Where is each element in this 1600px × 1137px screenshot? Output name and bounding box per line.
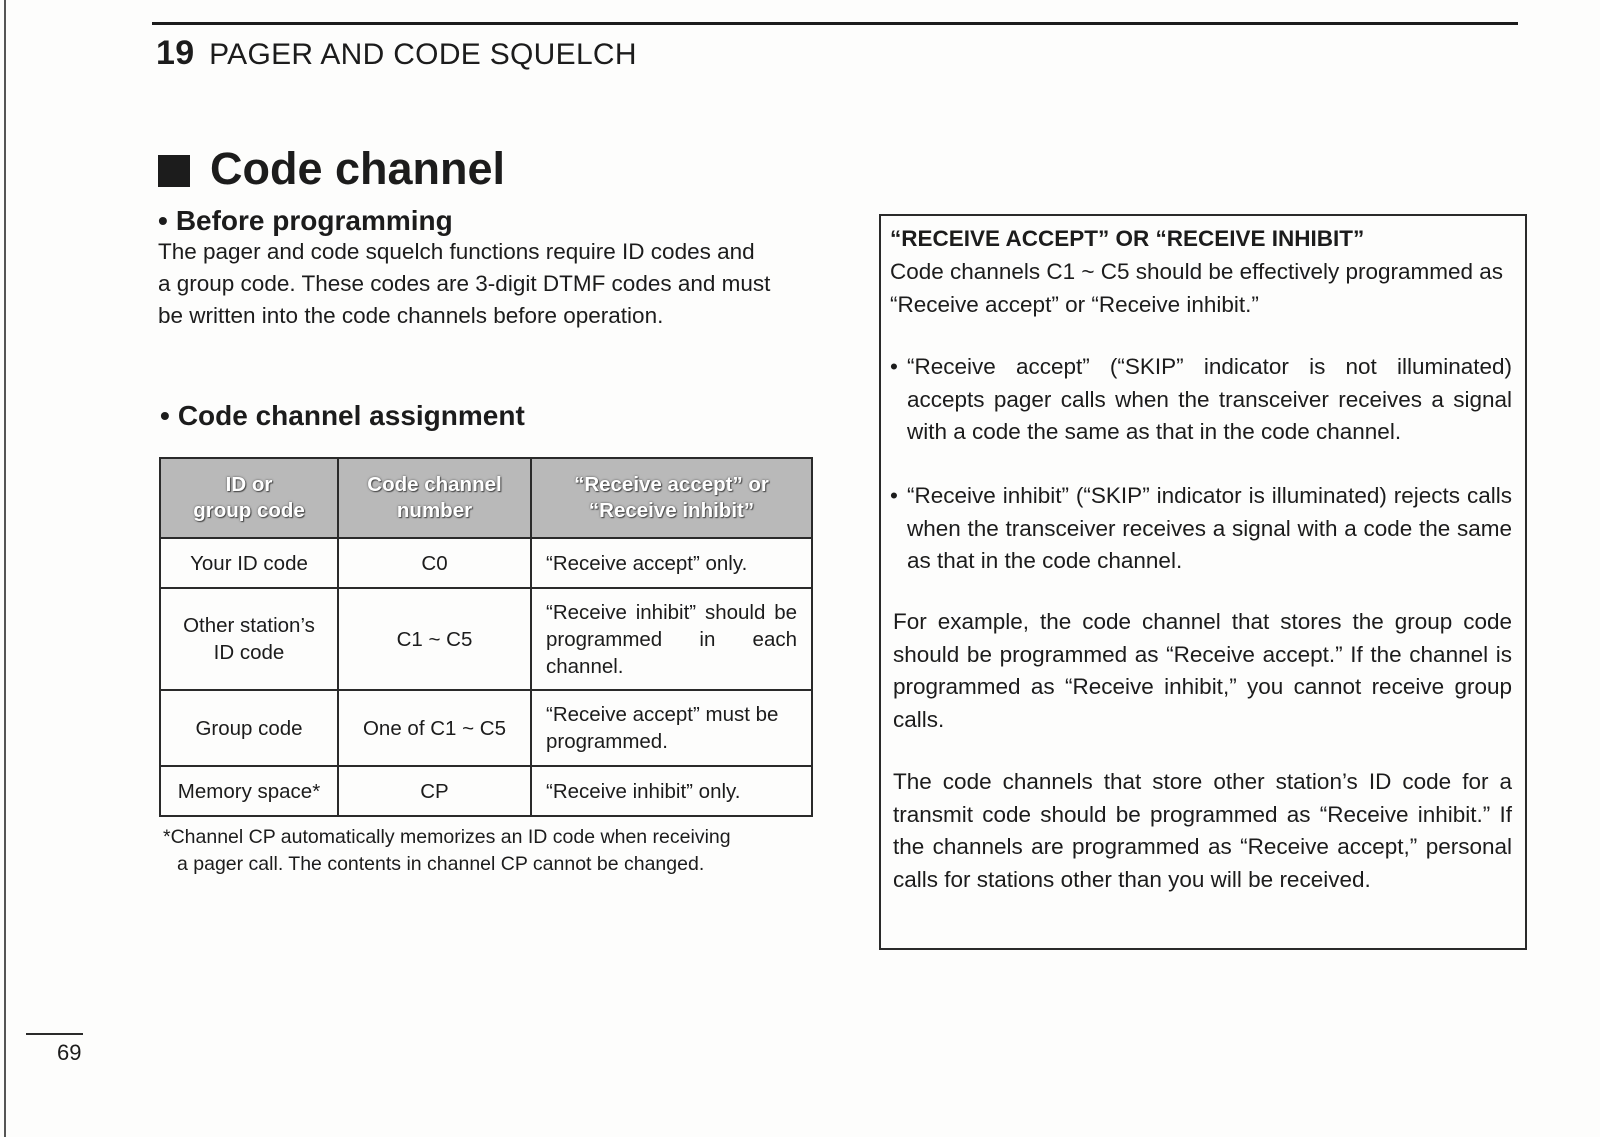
page-number: 69 (57, 1040, 82, 1065)
cell-setting: “Receive inhibit” only. (531, 766, 812, 816)
page-scan-edge (4, 0, 6, 1137)
section-square-icon (158, 155, 190, 187)
box-bullet-text: “Receive accept” (“SKIP” indicator is not illuminated) accepts pager calls when the transceiver receives a signal with a code the same as that in the code channel. (907, 354, 1512, 444)
footnote-line: a pager call. The contents in channel CP cannot be changed. (177, 853, 705, 875)
cell-channel: One of C1 ~ C5 (338, 690, 531, 766)
table-header-row (160, 458, 812, 538)
chapter-number: 19 (156, 34, 195, 72)
code-channel-table (159, 457, 813, 817)
cell-setting: “Receive accept” must be programmed. (531, 690, 812, 766)
table-footnote (163, 824, 818, 878)
header-receive-setting (531, 458, 812, 538)
cell-channel: CP (338, 766, 531, 816)
box-bullet-receive-inhibit (890, 480, 1512, 578)
cell-channel: C0 (338, 538, 531, 588)
cell-id-text: Other station’s ID code (183, 614, 315, 664)
table-row (160, 766, 812, 816)
box-bullet-text: “Receive inhibit” (“SKIP” indicator is illuminated) rejects calls when the transceiver receives a signal with a code the same as that in the code channel. (907, 483, 1512, 573)
header-rule (152, 22, 1518, 25)
bullet-icon: • (158, 205, 168, 236)
box-example: For example, the code channel that stores the group code should be programmed as “Receive accept.” If the channel is programmed as “Receive inhibit,” you cannot receive group calls. (893, 609, 1512, 732)
before-programming-heading-text: Before programming (175, 205, 453, 236)
section-title: Code channel (210, 143, 506, 194)
chapter-title: PAGER AND CODE SQUELCH (209, 38, 637, 71)
before-programming-paragraph (158, 236, 770, 332)
header-id-or-group-code (160, 458, 338, 538)
table-row (160, 538, 812, 588)
section-heading (158, 143, 505, 195)
header-line: “Receive accept” or (574, 473, 769, 496)
cell-id: Your ID code (160, 538, 338, 588)
chapter-header (156, 34, 637, 73)
table-row (160, 588, 812, 690)
header-code-channel-number (338, 458, 531, 538)
cell-setting: “Receive inhibit” should be programmed in each channel. (531, 588, 812, 690)
before-programming-heading (158, 205, 453, 237)
bullet-icon: • (890, 354, 898, 379)
header-line: ID or (225, 473, 273, 496)
header-line: group code (193, 499, 305, 522)
paragraph-line: The pager and code squelch functions require ID codes and (158, 239, 755, 264)
cell-channel: C1 ~ C5 (338, 588, 531, 690)
box-intro: Code channels C1 ~ C5 should be effectively programmed as “Receive accept” or “Receive inhibit.” (890, 259, 1504, 317)
assignment-heading-text: Code channel assignment (177, 400, 525, 431)
header-line: “Receive inhibit” (588, 499, 755, 522)
assignment-heading (160, 400, 525, 432)
cell-id: Group code (160, 690, 338, 766)
footnote-line: *Channel CP automatically memorizes an ID code when receiving (163, 826, 731, 848)
header-line: number (396, 499, 473, 522)
cell-id (160, 588, 338, 690)
header-line: Code channel (367, 473, 502, 496)
paragraph-line: a group code. These codes are 3-digit DTMF codes and must (158, 271, 771, 296)
box-title: “RECEIVE ACCEPT” OR “RECEIVE INHIBIT” (890, 226, 1365, 251)
bullet-icon: • (160, 400, 170, 431)
page-number-rule (26, 1033, 83, 1035)
cell-setting: “Receive accept” only. (531, 538, 812, 588)
table-row (160, 690, 812, 766)
paragraph-line: be written into the code channels before operation. (158, 303, 664, 328)
box-bullet-receive-accept (890, 351, 1512, 449)
box-closing: The code channels that store other station’s ID code for a transmit code should be programmed as “Receive inhibit.” If the channels are programmed as “Receive accept,” personal calls for stations other than you will be received. (893, 769, 1512, 892)
bullet-icon: • (890, 483, 898, 508)
cell-id: Memory space* (160, 766, 338, 816)
